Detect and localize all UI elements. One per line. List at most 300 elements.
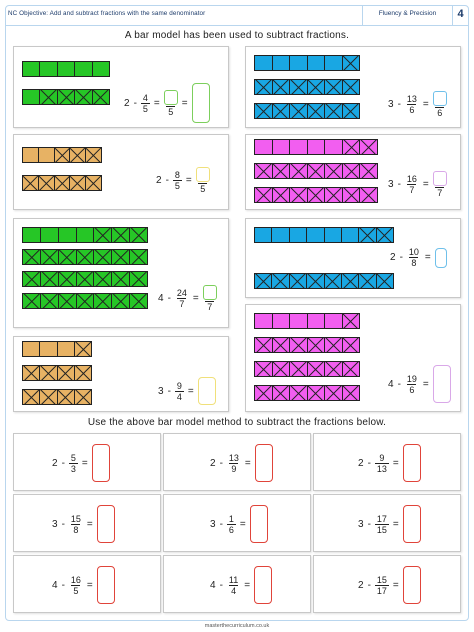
bar-cell-crossed (92, 90, 109, 104)
bar-cell-crossed (324, 164, 342, 178)
bar-cell-crossed (289, 274, 306, 288)
numerator: 10 (408, 247, 419, 257)
bar-cell-crossed (54, 148, 70, 162)
numerator: 9 (379, 452, 385, 463)
answer-numerator-box[interactable] (433, 171, 447, 186)
denominator: 6 (409, 384, 415, 395)
minus-sign: - (167, 385, 171, 397)
practice-card (313, 433, 461, 491)
fraction (375, 514, 389, 535)
practice-card (13, 433, 161, 491)
minus-sign: - (133, 97, 137, 109)
bar-cell-crossed (307, 386, 325, 400)
bar-cell-crossed (74, 366, 91, 380)
minus-sign: - (165, 175, 169, 186)
minus-sign: - (61, 579, 65, 591)
answer-box[interactable] (255, 444, 273, 482)
bar-cell (57, 342, 74, 356)
bar-cell-crossed (85, 148, 101, 162)
bar-cell (39, 62, 56, 76)
bar-cell-crossed (289, 386, 307, 400)
denominator: 5 (168, 106, 174, 117)
bar-cell-crossed (342, 188, 360, 202)
bar-cell-crossed (255, 274, 271, 288)
answer-box[interactable] (92, 444, 110, 482)
bar-cell-crossed (324, 274, 341, 288)
bar-cell (324, 314, 342, 328)
bar-cell-crossed (39, 90, 56, 104)
bar-cell-crossed (324, 386, 342, 400)
bar-cell-crossed (272, 164, 290, 178)
bar-cell (324, 56, 342, 70)
practice-card (13, 555, 161, 613)
example-card (13, 46, 229, 128)
bar-cell-crossed (129, 228, 147, 242)
answer-numerator-box[interactable] (203, 285, 217, 300)
practice-card (313, 555, 461, 613)
bar-cell-crossed (359, 188, 377, 202)
bar-cell (74, 62, 91, 76)
fraction (227, 575, 240, 596)
bar-cell (23, 62, 39, 76)
bar-cell-crossed (23, 176, 38, 190)
answer-box[interactable] (433, 365, 451, 403)
bar-cell (38, 148, 54, 162)
objective-text: NC Objective: Add and subtract fractions with the same denominator (8, 10, 206, 17)
bar-cell (289, 314, 307, 328)
denominator: 5 (174, 181, 180, 191)
bar-cell (57, 62, 74, 76)
bar-cell-crossed (69, 148, 85, 162)
subtraction-expression (122, 83, 212, 123)
bar-model (254, 187, 378, 203)
bar-cell (272, 140, 290, 154)
answer-box[interactable] (97, 566, 115, 604)
bar-cell-crossed (272, 80, 290, 94)
practice-expression (208, 444, 275, 482)
whole-number: 4 (388, 378, 394, 390)
answer-fraction (433, 171, 447, 198)
example-card (13, 218, 229, 328)
denominator: 4 (176, 391, 182, 402)
denominator: 6 (409, 105, 415, 115)
whole-number: 2 (358, 579, 364, 591)
practice-card (163, 494, 311, 552)
bar-cell (341, 228, 358, 242)
bar-cell-crossed (93, 294, 111, 308)
practice-expression (356, 566, 423, 604)
bar-cell-crossed (57, 90, 74, 104)
whole-number: 3 (158, 385, 164, 397)
whole-number: 4 (158, 293, 164, 304)
bar-cell (324, 228, 341, 242)
bar-cell (324, 140, 342, 154)
bar-cell (23, 228, 40, 242)
equals-sign: = (239, 518, 246, 530)
bar-model (22, 61, 110, 77)
bar-cell-crossed (307, 104, 325, 118)
bar-cell-crossed (23, 294, 40, 308)
bar-cell-crossed (93, 250, 111, 264)
bar-cell-crossed (129, 250, 147, 264)
bar-cell-crossed (289, 188, 307, 202)
minus-sign: - (399, 252, 403, 263)
equals-sign: = (244, 579, 251, 591)
bar-cell-crossed (342, 386, 360, 400)
minus-sign: - (219, 518, 223, 530)
numerator: 24 (176, 288, 187, 298)
bar-cell-crossed (324, 80, 342, 94)
bar-model (254, 273, 394, 289)
bar-cell (272, 314, 290, 328)
fraction (405, 94, 419, 115)
fraction (375, 575, 389, 596)
bar-cell-crossed (272, 386, 290, 400)
bar-cell-crossed (40, 294, 58, 308)
bar-cell-crossed (359, 140, 377, 154)
bar-cell-crossed (76, 294, 94, 308)
denominator: 7 (207, 302, 213, 312)
bar-cell (307, 314, 325, 328)
whole-number: 4 (210, 579, 216, 591)
bar-model (254, 385, 360, 401)
fraction (227, 514, 236, 535)
bar-cell-crossed (324, 104, 342, 118)
bar-cell-crossed (376, 228, 393, 242)
bar-cell-crossed (111, 272, 129, 286)
bar-model (254, 55, 360, 71)
practice-expression (208, 566, 274, 604)
fraction (227, 453, 241, 474)
equals-sign: = (187, 385, 194, 397)
practice-expression (50, 505, 117, 543)
bar-cell-crossed (255, 188, 272, 202)
bar-cell (307, 140, 325, 154)
numerator: 9 (176, 380, 182, 391)
bar-cell (271, 228, 288, 242)
bar-cell-crossed (342, 80, 360, 94)
answer-fraction (433, 91, 447, 118)
bar-cell-crossed (111, 250, 129, 264)
equals-sign: = (392, 457, 399, 469)
bar-cell-crossed (38, 176, 54, 190)
answer-box[interactable] (192, 83, 210, 123)
bar-model (254, 337, 360, 353)
denominator: 13 (376, 463, 387, 474)
answer-box[interactable] (250, 505, 268, 543)
numerator: 4 (142, 92, 148, 103)
bar-model (22, 89, 110, 105)
example-card (245, 218, 461, 298)
answer-box[interactable] (198, 377, 216, 405)
fraction (69, 575, 83, 596)
bar-model (22, 341, 92, 357)
bar-cell-crossed (324, 338, 342, 352)
bar-cell-crossed (74, 90, 91, 104)
bar-cell-crossed (255, 338, 272, 352)
denominator: 5 (142, 103, 148, 114)
fraction (69, 514, 83, 535)
page-number: 4 (457, 8, 464, 20)
bar-cell (92, 62, 109, 76)
answer-numerator-box[interactable] (196, 167, 210, 182)
bar-cell-crossed (289, 104, 307, 118)
whole-number: 4 (52, 579, 58, 591)
bar-cell (289, 140, 307, 154)
bar-cell-crossed (85, 176, 101, 190)
fraction (175, 381, 184, 402)
equals-sign: = (392, 579, 399, 591)
bar-cell-crossed (111, 228, 129, 242)
fraction (173, 170, 182, 191)
numerator: 5 (70, 452, 76, 463)
fluency-tag: Fluency & Precision (378, 10, 437, 17)
minus-sign: - (367, 518, 371, 530)
denominator: 7 (437, 188, 443, 198)
equals-sign: = (86, 579, 93, 591)
minus-sign: - (61, 457, 65, 469)
instruction-top: A bar model has been used to subtract fractions. (124, 30, 350, 41)
bar-model (22, 227, 148, 243)
numerator: 13 (406, 94, 417, 104)
bar-cell-crossed (307, 362, 325, 376)
answer-box[interactable] (403, 444, 421, 482)
subtraction-expression (388, 247, 449, 268)
denominator: 17 (376, 585, 387, 596)
bar-cell-crossed (93, 228, 111, 242)
whole-number: 2 (390, 252, 396, 263)
numerator: 16 (70, 574, 81, 585)
fraction (375, 453, 389, 474)
example-card (245, 304, 461, 412)
whole-number: 3 (210, 518, 216, 530)
bar-cell (39, 342, 56, 356)
subtraction-expression (154, 167, 212, 194)
answer-fraction (203, 285, 217, 312)
equals-sign: = (244, 457, 251, 469)
bar-cell-crossed (324, 188, 342, 202)
equals-sign: = (424, 252, 431, 263)
bar-cell-crossed (39, 366, 56, 380)
numerator: 16 (406, 174, 417, 184)
numerator: 8 (174, 170, 180, 180)
bar-cell-crossed (342, 164, 360, 178)
bar-cell-crossed (307, 80, 325, 94)
bar-cell-crossed (255, 104, 272, 118)
bar-cell (255, 140, 272, 154)
minus-sign: - (219, 457, 223, 469)
denominator: 3 (70, 463, 76, 474)
subtraction-expression (386, 171, 449, 198)
equals-sign: = (392, 518, 399, 530)
answer-numerator-box[interactable] (433, 91, 447, 106)
answer-numerator-box[interactable] (164, 90, 178, 105)
bar-cell-crossed (307, 188, 325, 202)
bar-cell-crossed (307, 338, 325, 352)
bar-cell (306, 228, 323, 242)
bar-cell-crossed (58, 250, 76, 264)
bar-model (254, 361, 360, 377)
minus-sign: - (367, 457, 371, 469)
bar-cell (58, 228, 76, 242)
numerator: 1 (228, 513, 234, 524)
whole-number: 2 (210, 457, 216, 469)
bar-cell-crossed (358, 228, 375, 242)
practice-card (163, 555, 311, 613)
answer-box[interactable] (403, 566, 421, 604)
minus-sign: - (219, 579, 223, 591)
bar-model (22, 271, 148, 287)
bar-cell-crossed (23, 366, 39, 380)
practice-expression (356, 505, 423, 543)
bar-cell-crossed (129, 294, 147, 308)
bar-model (22, 389, 92, 405)
bar-cell-crossed (324, 362, 342, 376)
bar-cell-crossed (129, 272, 147, 286)
denominator: 6 (437, 108, 443, 118)
fraction (141, 93, 150, 114)
bar-cell-crossed (111, 294, 129, 308)
bar-cell-crossed (307, 164, 325, 178)
subtraction-expression (156, 285, 219, 312)
equals-sign: = (81, 457, 88, 469)
equals-sign: = (422, 99, 429, 110)
equals-sign: = (181, 97, 188, 109)
fraction (175, 288, 189, 309)
whole-number: 3 (52, 518, 58, 530)
bar-cell-crossed (342, 314, 360, 328)
bar-cell-crossed (341, 274, 358, 288)
denominator: 9 (231, 463, 237, 474)
practice-expression (356, 444, 423, 482)
bar-cell (23, 90, 39, 104)
minus-sign: - (397, 179, 401, 190)
bar-cell-crossed (58, 272, 76, 286)
bar-cell-crossed (359, 164, 377, 178)
bar-cell-crossed (289, 80, 307, 94)
numerator: 13 (228, 452, 239, 463)
bar-cell-crossed (39, 390, 56, 404)
equals-sign: = (422, 378, 429, 390)
whole-number: 3 (388, 179, 394, 190)
bar-cell-crossed (69, 176, 85, 190)
bar-model (22, 249, 148, 265)
bar-cell-crossed (358, 274, 375, 288)
answer-box[interactable] (435, 248, 447, 268)
bar-model (22, 147, 102, 163)
whole-number: 2 (124, 97, 130, 109)
bar-cell-crossed (376, 274, 393, 288)
practice-card (313, 494, 461, 552)
minus-sign: - (397, 99, 401, 110)
bar-cell-crossed (93, 272, 111, 286)
subtraction-expression (386, 91, 449, 118)
bar-cell-crossed (342, 56, 360, 70)
bar-model (22, 365, 92, 381)
practice-expression (50, 566, 117, 604)
denominator: 8 (411, 258, 417, 268)
bar-cell-crossed (272, 188, 290, 202)
practice-expression (208, 505, 270, 543)
equals-sign: = (86, 518, 93, 530)
bar-cell-crossed (54, 176, 70, 190)
bar-cell-crossed (76, 272, 94, 286)
bar-cell-crossed (23, 390, 39, 404)
footer-url[interactable]: masterthecurriculum.co.uk (204, 623, 270, 629)
bar-cell-crossed (23, 272, 40, 286)
denominator: 6 (228, 524, 234, 535)
answer-box[interactable] (97, 505, 115, 543)
numerator: 19 (406, 373, 417, 384)
denominator: 8 (73, 524, 79, 535)
bar-cell (255, 56, 272, 70)
bar-cell-crossed (289, 164, 307, 178)
bar-cell (40, 228, 58, 242)
answer-fraction (196, 167, 210, 194)
whole-number: 3 (388, 99, 394, 110)
whole-number: 3 (358, 518, 364, 530)
denominator: 15 (376, 524, 387, 535)
instruction-mid: Use the above bar model method to subtract the fractions below. (87, 417, 387, 428)
bar-cell-crossed (289, 362, 307, 376)
bar-cell-crossed (57, 366, 74, 380)
bar-cell (289, 228, 306, 242)
bar-model (22, 293, 148, 309)
bar-cell (255, 228, 271, 242)
bar-cell (289, 56, 307, 70)
subtraction-expression (386, 365, 453, 403)
bar-cell-crossed (255, 362, 272, 376)
denominator: 7 (179, 299, 185, 309)
bar-cell-crossed (289, 338, 307, 352)
bar-model (22, 175, 102, 191)
header-bar (6, 6, 468, 26)
example-card (13, 336, 229, 412)
numerator: 17 (376, 513, 387, 524)
minus-sign: - (367, 579, 371, 591)
fraction (69, 453, 78, 474)
numerator: 15 (376, 574, 387, 585)
bar-cell-crossed (271, 274, 288, 288)
fraction (405, 374, 419, 395)
bar-cell (23, 342, 39, 356)
whole-number: 2 (156, 175, 162, 186)
bar-cell-crossed (57, 390, 74, 404)
bar-cell-crossed (342, 140, 360, 154)
subtraction-expression (156, 377, 218, 405)
denominator: 5 (200, 184, 206, 194)
minus-sign: - (397, 378, 401, 390)
minus-sign: - (167, 293, 171, 304)
bar-cell (255, 314, 272, 328)
answer-box[interactable] (254, 566, 272, 604)
bar-cell-crossed (342, 104, 360, 118)
denominator: 7 (409, 185, 415, 195)
bar-cell-crossed (306, 274, 323, 288)
equals-sign: = (153, 97, 160, 109)
bar-cell-crossed (76, 250, 94, 264)
equals-sign: = (192, 293, 199, 304)
answer-box[interactable] (403, 505, 421, 543)
bar-cell-crossed (74, 342, 91, 356)
equals-sign: = (185, 175, 192, 186)
bar-cell-crossed (23, 250, 40, 264)
bar-cell-crossed (255, 386, 272, 400)
bar-cell (76, 228, 94, 242)
answer-fraction (164, 90, 178, 117)
bar-cell-crossed (74, 390, 91, 404)
bar-cell-crossed (342, 338, 360, 352)
